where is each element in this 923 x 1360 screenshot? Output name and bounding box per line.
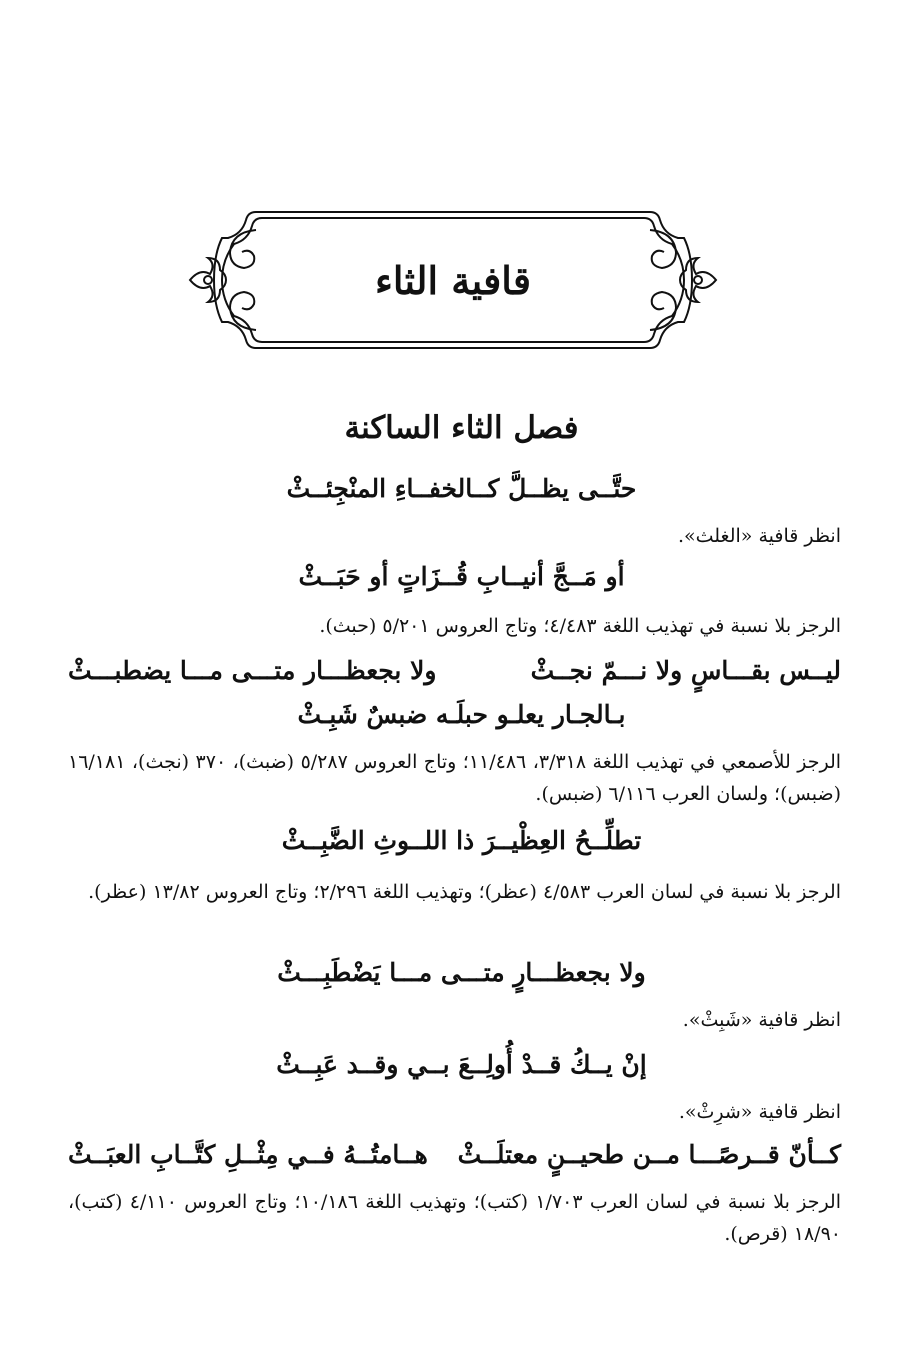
citation-note: انظر قافية «شَبِثْ». [682, 1009, 841, 1031]
verse-hemistich-first: ليــس بقـــاسٍ ولا نـــمّ نجــثْ [530, 656, 841, 685]
section-title: فصل الثاء الساكنة [344, 410, 579, 446]
citation-note: الرجز بلا نسبة في تهذيب اللغة ٤/٤٨٣؛ وتاج العروس ٥/٢٠١ (حبث). [319, 615, 841, 637]
verse-hemistich-second: ولا بجعظـــار متـــى مـــا يضطبـــثْ [68, 656, 437, 685]
citation-note: الرجز بلا نسبة في لسان العرب ١/٧٠٣ (كتب)؛ وتهذيب اللغة ١٠/١٨٦؛ وتاج العروس ٤/١١٠ (كتب)، ١٨/٩٠ (قرص). [68, 1191, 841, 1245]
citation-note: الرجز بلا نسبة في لسان العرب ٤/٥٨٣ (عظر)؛ وتهذيب اللغة ٢/٢٩٦؛ وتاج العروس ١٣/٨٢ (عظر). [88, 881, 841, 903]
chapter-title: قافية الثاء [374, 257, 532, 303]
verse-hemistich-second: هــامتُــهُ فــي مِثْــلِ كتَّــابِ العبَــثْ [68, 1140, 428, 1169]
verse-line: إنْ يــكُ قــدْ أُولِــعَ بــي وقــد عَبِــثْ [276, 1050, 647, 1079]
verse-line: حتَّــى يظــلَّ كــالخفــاءِ المنْجِئــثْ [286, 474, 637, 503]
citation-note: الرجز للأصمعي في تهذيب اللغة ٣/٣١٨، ١١/٤٨٦؛ وتاج العروس ٥/٢٨٧ (ضبث)، ٣٧٠ (نجث)، ١٦/١٨١ (ضبس)؛ ولسان العرب ٦/١١٦ (ضبس). [68, 751, 842, 805]
verse-line: تطلِّــحُ العِظْيــرَ ذا اللــوثِ الضَّبِــثْ [281, 826, 642, 855]
citation-note: انظر قافية «شرِثْ». [678, 1101, 841, 1123]
verse-line: ولا بجعظـــارٍ متـــى مـــا يَضْطَبِـــثْ [277, 958, 646, 987]
citation-note: انظر قافية «الغلث». [677, 525, 841, 547]
verse-line: أو مَــجَّ أنيــابِ قُــزَاتٍ أو حَبَــثْ [298, 562, 625, 591]
verse-hemistich-first: كــأنّ قــرصًـــا مــن طحيــنٍ معتلَــثْ [457, 1140, 841, 1169]
verse-line: بـالجـار يعلـو حبلَـه ضبسٌ شَبِـثْ [297, 700, 626, 729]
title-frame [186, 208, 720, 352]
